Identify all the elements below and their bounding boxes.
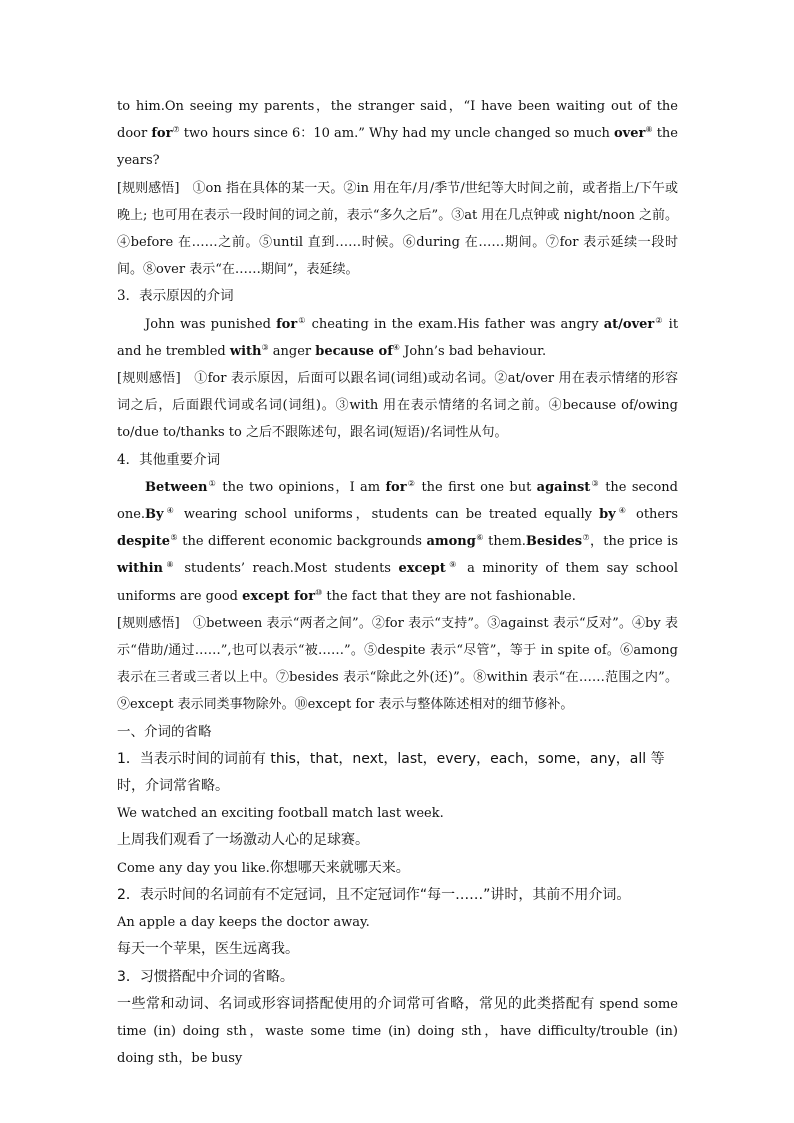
example-2-english: Come any day you like. (117, 860, 270, 876)
bold-word: Besides (525, 534, 583, 550)
text: the different economic backgrounds (177, 534, 427, 550)
example-2 (117, 855, 678, 882)
footnote-marker: ① (297, 315, 307, 325)
bold-word: within (117, 561, 163, 577)
bold-word: for (151, 126, 173, 142)
footnote-marker: ⑩ (315, 587, 323, 597)
bold-word: despite (117, 534, 170, 550)
text: others (628, 507, 679, 523)
text: to him.On seeing my parents，the stranger said，“I have been waiting out of the door (117, 99, 678, 142)
rule-3: 3．习惯搭配中介词的省略。 (117, 968, 294, 985)
footnote-marker: ⑧ (162, 560, 177, 570)
rule-3-detail (117, 991, 678, 1073)
bold-word: at/over (603, 316, 655, 332)
text: the years? (117, 126, 678, 169)
footnote-marker: ⑦ (582, 533, 590, 543)
footnote-marker: ③ (261, 342, 269, 352)
bold-word: with (229, 343, 262, 359)
paragraph-cause-prepositions (117, 311, 678, 365)
rule-2: 2．表示时间的名词前有不定冠词，且不定冠词作“每一……”讲时，其前不用介词。 (117, 886, 631, 903)
text: the first one but (416, 479, 537, 495)
rule-note-cause: [规则感悟] ①for 表示原因，后面可以跟名词(词组)或动名词。②at/over 用在表示情绪的形容词之后，后面跟代词或名词(词组)。③with 用在表示情绪的名词之前。④because of/owing to/due to/thanks to 之后不跟陈述句，跟名词(短语)/名词性从句。 (117, 371, 678, 441)
text: the two opinions，I am (217, 479, 386, 495)
text: wearing school uniforms，students can be treated equally (176, 507, 600, 523)
example-1-english: We watched an exciting football match last week. (117, 806, 444, 822)
bold-word: except for (242, 588, 316, 604)
footnote-marker: ④ (163, 506, 177, 516)
bold-word: against (536, 479, 591, 495)
footnote-marker: ⑦ (172, 125, 180, 135)
bold-word: over (614, 126, 646, 142)
heading-other-prepositions: 4．其他重要介词 (117, 451, 221, 468)
footnote-marker: ④ (392, 342, 400, 352)
rule-3-english: spend some time (in) doing sth，waste some time (in) doing sth，have difficulty/trouble (in) doing sth，be busy (117, 996, 679, 1067)
footnote-marker: ② (406, 478, 417, 488)
bold-word: among (426, 534, 476, 550)
text: anger (268, 343, 316, 359)
text: the second one. (117, 479, 678, 523)
rule-1: 1．当表示时间的词前有 this，that，next，last，every，each，some，any，all 等时，介词常省略。 (117, 750, 665, 795)
bold-word: by (599, 507, 616, 523)
example-3-chinese: 每天一个苹果，医生远离我。 (117, 941, 299, 958)
text: two hours since 6：10 am.” Why had my uncle changed so much (179, 126, 615, 142)
bold-word: Between (145, 479, 208, 495)
text: them. (483, 534, 526, 550)
paragraph-time-prepositions-end (117, 93, 678, 175)
footnote-marker: ⑤ (169, 533, 178, 543)
footnote-marker: ④ (615, 506, 629, 516)
bold-word: By (145, 507, 164, 523)
text: it and he trembled (117, 316, 679, 359)
text: a minority of them say school uniforms are good (117, 561, 679, 604)
bold-word: because of (315, 343, 393, 359)
bold-word: except (398, 561, 446, 577)
footnote-marker: ① (207, 478, 218, 488)
bold-word: for (385, 479, 407, 495)
bold-word: for (276, 316, 298, 332)
paragraph-other-prepositions (117, 474, 678, 610)
example-2-chinese: 你想哪天来就哪天来。 (269, 859, 410, 876)
footnote-marker: ② (654, 315, 664, 325)
rule-3-chinese: 一些常和动词、名词或形容词搭配使用的介词常可省略，常见的此类搭配有 (117, 995, 595, 1012)
text: the fact that they are not fashionable. (322, 588, 576, 604)
example-3-english: An apple a day keeps the doctor away. (117, 915, 370, 931)
example-1-chinese: 上周我们观看了一场激动人心的足球赛。 (117, 832, 369, 849)
footnote-marker: ⑧ (645, 125, 653, 135)
footnote-marker: ⑥ (475, 533, 484, 543)
rule-note-other: [规则感悟] ①between 表示“两者之间”。②for 表示“支持”。③against 表示“反对”。④by 表示“借助/通过……”,也可以表示“被……”。⑤despite 表示“尽管”，等于 in spite of。⑥among 表示在三者或三者以上中。⑦besides 表示“除此之外(还)”。⑧within 表示“在……范围之内”。⑨except 表示同类事物除外。⑩except for 表示与整体陈述相对的细节修补。 (117, 615, 678, 713)
footnote-marker: ③ (590, 478, 600, 488)
rule-note-time: [规则感悟] ①on 指在具体的某一天。②in 用在年/月/季节/世纪等大时间之前，或者指上/下午或晚上; 也可用在表示一段时间的词之前，表示“多久之后”。③at 用在几点钟或 night/noon 之前。④before 在……之前。⑤until 直到……时候。⑥during 在……期间。⑦for 表示延续一段时间。⑧over 表示“在……期间”，表延续。 (117, 180, 678, 278)
footnote-marker: ⑨ (445, 560, 460, 570)
text: John’s bad behaviour. (399, 343, 547, 359)
text: cheating in the exam.His father was angry (306, 316, 604, 332)
text: ，the price is (589, 534, 679, 550)
text: John was punished (145, 316, 277, 332)
text: students’ reach.Most students (176, 561, 399, 577)
heading-cause-prepositions: 3．表示原因的介词 (117, 288, 234, 305)
section-heading-omission: 一、介词的省略 (117, 723, 212, 740)
